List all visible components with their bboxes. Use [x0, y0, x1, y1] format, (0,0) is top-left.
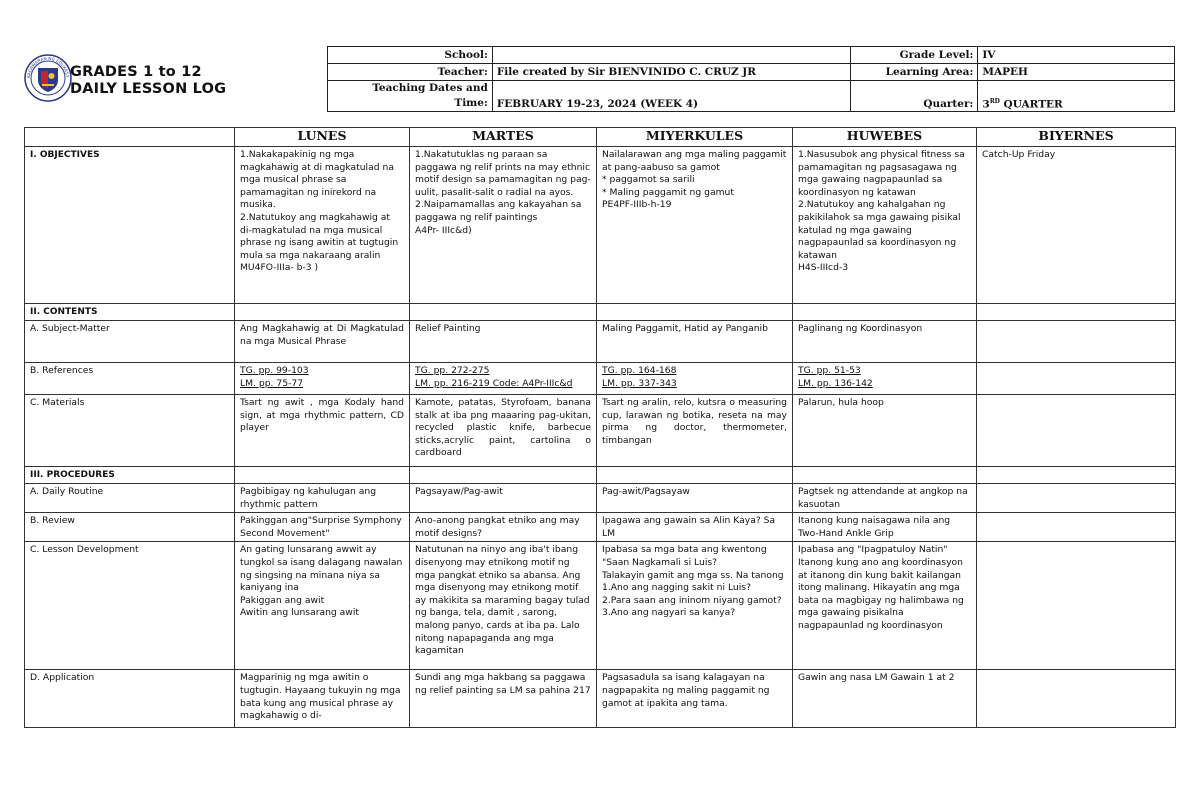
- day-header-lunes: LUNES: [235, 128, 410, 147]
- lesson-log-header: [24, 46, 1175, 112]
- quarter-text: QUARTER: [999, 98, 1063, 110]
- learning-area-label: Learning Area:: [850, 64, 978, 81]
- application-label: D. Application: [25, 670, 235, 728]
- application-biyernes: [977, 670, 1176, 728]
- grade-level-label: Grade Level:: [850, 47, 978, 64]
- lesson-development-label: C. Lesson Development: [25, 542, 235, 670]
- teacher-label: Teacher:: [328, 64, 493, 81]
- procedures-empty: [793, 467, 977, 484]
- day-header-row: [25, 128, 1176, 147]
- title-line-1: GRADES 1 to 12: [70, 64, 202, 80]
- quarter-value: [978, 81, 1175, 112]
- routine-lunes: Pagbibigay ng kahulugan ang rhythmic pattern: [235, 484, 410, 513]
- objectives-martes: [410, 147, 597, 304]
- procedures-label: III. PROCEDURES: [25, 467, 235, 484]
- objectives-biyernes: Catch-Up Friday: [977, 147, 1176, 304]
- subject-martes: Relief Painting: [410, 321, 597, 363]
- day-header-huwebes: HUWEBES: [793, 128, 977, 147]
- materials-martes: Kamote, patatas, Styrofoam, banana stalk at iba png maaaring pag-ukitan, recycled plastic knife, barbecue sticks,acrylic paint, cartolina o cardboard: [410, 395, 597, 467]
- objective-code: PE4PF-IIIb-h-19: [602, 199, 672, 211]
- lesson-development-row: [25, 542, 1176, 670]
- quarter-suffix: RD: [989, 97, 1000, 105]
- materials-lunes: Tsart ng awit , mga Kodaly hand sign, at mga rhythmic pattern, CD player: [235, 395, 410, 467]
- teaching-dates-label-line2: Time:: [454, 97, 488, 109]
- procedures-empty: [235, 467, 410, 484]
- school-label: School:: [328, 47, 493, 64]
- info-table: [327, 46, 1175, 112]
- contents-label: II. CONTENTS: [25, 304, 235, 321]
- contents-empty: [235, 304, 410, 321]
- quarter-number: 3: [982, 98, 990, 110]
- objective-code: H4S-IIIcd-3: [798, 262, 849, 274]
- references-row: [25, 363, 1176, 395]
- lesson-miyerkules: [597, 542, 793, 670]
- lm-reference: LM. pp. 75-77: [240, 377, 304, 389]
- subject-lunes: Ang Magkahawig at Di Magkatulad na mga Musical Phrase: [235, 321, 410, 363]
- seal-text: KAGAWARAN NG EDUKASY: [25, 55, 71, 79]
- lesson-item: Pakiggan ang awit: [240, 594, 325, 606]
- contents-row: [25, 304, 1176, 321]
- objectives-lunes: [235, 147, 410, 304]
- school-value: [492, 47, 850, 64]
- review-lunes: Pakinggan ang"Surprise Symphony Second Movement": [235, 513, 410, 542]
- quarter-label: Quarter:: [850, 81, 978, 112]
- lesson-huwebes: [793, 542, 977, 670]
- teacher-value: File created by Sir BIENVINIDO C. CRUZ JR: [492, 64, 850, 81]
- page-title: [70, 64, 226, 98]
- application-miyerkules: Pagsasadula sa isang kalagayan na nagpapakita ng maling paggamit ng gamot at ipakita ang tama.: [597, 670, 793, 728]
- materials-label: C. Materials: [25, 395, 235, 467]
- objective-item: * Maling paggamit ng gamut: [602, 186, 734, 198]
- lesson-item: Natutunan na ninyo ang iba't ibang disenyong may etnikong motif ng mga pangkat etniko sa abansa. Ang mga disenyong may etnikong motif ay makikita sa maraming bagay tulad ng banga, tela, damit , sarong, malong panyo, cards at iba pa. Lalo nitong napapaganda ang mga kagamitan: [415, 544, 590, 657]
- objective-item: Nailalarawan ang mga maling paggamit at pang-aabuso sa gamot: [602, 149, 787, 173]
- subject-miyerkules: Maling Paggamit, Hatid ay Panganib: [597, 321, 793, 363]
- review-martes: Ano-anong pangkat etniko ang may motif designs?: [410, 513, 597, 542]
- day-header-biyernes: BIYERNES: [977, 128, 1176, 147]
- review-label: B. Review: [25, 513, 235, 542]
- lm-reference: LM. pp. 216-219 Code: A4Pr-IIIc&d: [415, 377, 573, 389]
- subject-huwebes: Paglinang ng Koordinasyon: [793, 321, 977, 363]
- lesson-item: 1.Ano ang nagging sakit ni Luis?: [602, 582, 751, 594]
- objective-item: 2.Naipamamallas ang kakayahan sa paggawa ng relif paintings: [415, 199, 582, 223]
- teaching-dates-label: [328, 81, 493, 112]
- learning-area-value: MAPEH: [978, 64, 1175, 81]
- tg-reference: TG. pp. 164-168: [602, 365, 677, 376]
- tg-reference: TG. pp. 272-275: [415, 365, 490, 376]
- review-huwebes: Itanong kung naisagawa nila ang Two-Hand Ankle Grip: [793, 513, 977, 542]
- tg-reference: TG. pp. 51-53: [798, 365, 861, 376]
- contents-empty: [977, 304, 1176, 321]
- lesson-item: 2.Para saan ang ininom niyang gamot?: [602, 594, 782, 606]
- routine-biyernes: [977, 484, 1176, 513]
- references-label: B. References: [25, 363, 235, 395]
- teaching-dates-value: FEBRUARY 19-23, 2024 (WEEK 4): [492, 81, 850, 112]
- daily-routine-row: [25, 484, 1176, 513]
- day-header-martes: MARTES: [410, 128, 597, 147]
- objective-item: * paggamot sa sarili: [602, 174, 695, 186]
- lesson-item: Awitin ang lunsarang awit: [240, 607, 359, 619]
- objective-item: 1.Nakatutuklas ng paraan sa paggawa ng relif prints na may ethnic motif design sa pamamagitan ng pag-uulit, pasalit-salit o radial na ayos.: [415, 149, 591, 198]
- routine-miyerkules: Pag-awit/Pagsayaw: [597, 484, 793, 513]
- review-biyernes: [977, 513, 1176, 542]
- daily-routine-label: A. Daily Routine: [25, 484, 235, 513]
- objective-item: 2.Natutukoy ang kahalgahan ng pakikilahok sa mga gawaing pisikal katulad ng mga gawaing nagpapaunlad sa koordinasyon ng katawan: [798, 199, 961, 261]
- materials-huwebes: Palarun, hula hoop: [793, 395, 977, 467]
- contents-empty: [597, 304, 793, 321]
- review-miyerkules: Ipagawa ang gawain sa Alin Kaya? Sa LM: [597, 513, 793, 542]
- lesson-item: Ipabasa sa mga bata ang kwentong "Saan Nagkamali si Luis?: [602, 544, 767, 568]
- application-row: [25, 670, 1176, 728]
- tg-reference: TG. pp. 99-103: [240, 365, 309, 376]
- application-martes: Sundi ang mga hakbang sa paggawa ng relief painting sa LM sa pahina 217: [410, 670, 597, 728]
- routine-martes: Pagsayaw/Pag-awit: [410, 484, 597, 513]
- procedures-empty: [410, 467, 597, 484]
- day-header-miyerkules: MIYERKULES: [597, 128, 793, 147]
- routine-huwebes: Pagtsek ng attendande at angkop na kasuotan: [793, 484, 977, 513]
- contents-empty: [793, 304, 977, 321]
- deped-seal-logo: [24, 54, 72, 102]
- objectives-miyerkules: [597, 147, 793, 304]
- references-martes: [410, 363, 597, 395]
- objective-code: MU4FO-IIIa- b-3 ): [240, 262, 319, 274]
- procedures-empty: [977, 467, 1176, 484]
- references-lunes: [235, 363, 410, 395]
- review-row: [25, 513, 1176, 542]
- lm-reference: LM. pp. 337-343: [602, 377, 677, 389]
- lesson-biyernes: [977, 542, 1176, 670]
- title-line-2: DAILY LESSON LOG: [70, 81, 227, 97]
- lesson-martes: [410, 542, 597, 670]
- materials-miyerkules: Tsart ng aralin, relo, kutsra o measuring cup, larawan ng botika, reseta na may pirma ng doctor, thermometer, timbangan: [597, 395, 793, 467]
- contents-empty: [410, 304, 597, 321]
- lesson-item: 3.Ano ang nagyari sa kanya?: [602, 607, 736, 619]
- lesson-item: Ipabasa ang "Ipagpatuloy Natin" Itanong kung ano ang koordinasyon at itanong din kung bakit kailangan itong malinang. Hikayatin ang mga bata na magbigay ng halimbawa ng mga gawaing pisikalna nagpapaunlad ng koordinasyon: [798, 544, 964, 631]
- procedures-row: [25, 467, 1176, 484]
- references-biyernes: [977, 363, 1176, 395]
- objectives-row: [25, 147, 1176, 304]
- lesson-item: Talakayin gamit ang mga ss. Na tanong: [602, 569, 784, 581]
- materials-row: [25, 395, 1176, 467]
- objective-code: A4Pr- IIIc&d): [415, 224, 472, 236]
- objective-item: 1.Nakakapakinig ng mga magkahawig at di magkatulad na mga musical phrase sa pamamagitan ng inirekord na musika.: [240, 149, 394, 211]
- lm-reference: LM. pp. 136-142: [798, 377, 873, 389]
- objective-item: 2.Natutukoy ang magkahawig at di-magkatulad na mga musical phrase ng isang awitin at tugtugin mula sa mga nakaraang aralin: [240, 211, 399, 261]
- materials-biyernes: [977, 395, 1176, 467]
- objective-item: 1.Nasusubok ang physical fitness sa pamamagitan ng pagsasagawa ng mga gawaing nagpapaunlad sa koordinasyon ng katawan: [798, 149, 965, 198]
- references-miyerkules: [597, 363, 793, 395]
- corner-cell: [25, 128, 235, 147]
- objectives-huwebes: [793, 147, 977, 304]
- lesson-lunes: [235, 542, 410, 670]
- subject-matter-label: A. Subject-Matter: [25, 321, 235, 363]
- grade-level-value: IV: [978, 47, 1175, 64]
- lesson-item: An gating lunsarang awwit ay tungkol sa isang dalagang nawalan ng singsing na minana niya sa kaniyang ina: [240, 544, 403, 594]
- subject-biyernes: [977, 321, 1176, 363]
- lesson-log-table: [24, 127, 1176, 728]
- subject-matter-row: [25, 321, 1176, 363]
- procedures-empty: [597, 467, 793, 484]
- teaching-dates-label-line1: Teaching Dates and: [372, 82, 488, 94]
- application-huwebes: Gawin ang nasa LM Gawain 1 at 2: [793, 670, 977, 728]
- application-lunes: Magparinig ng mga awitin o tugtugin. Hayaang tukuyin ng mga bata kung ang musical phrase ay magkahawig o di-: [235, 670, 410, 728]
- references-huwebes: [793, 363, 977, 395]
- objectives-label: I. OBJECTIVES: [25, 147, 235, 304]
